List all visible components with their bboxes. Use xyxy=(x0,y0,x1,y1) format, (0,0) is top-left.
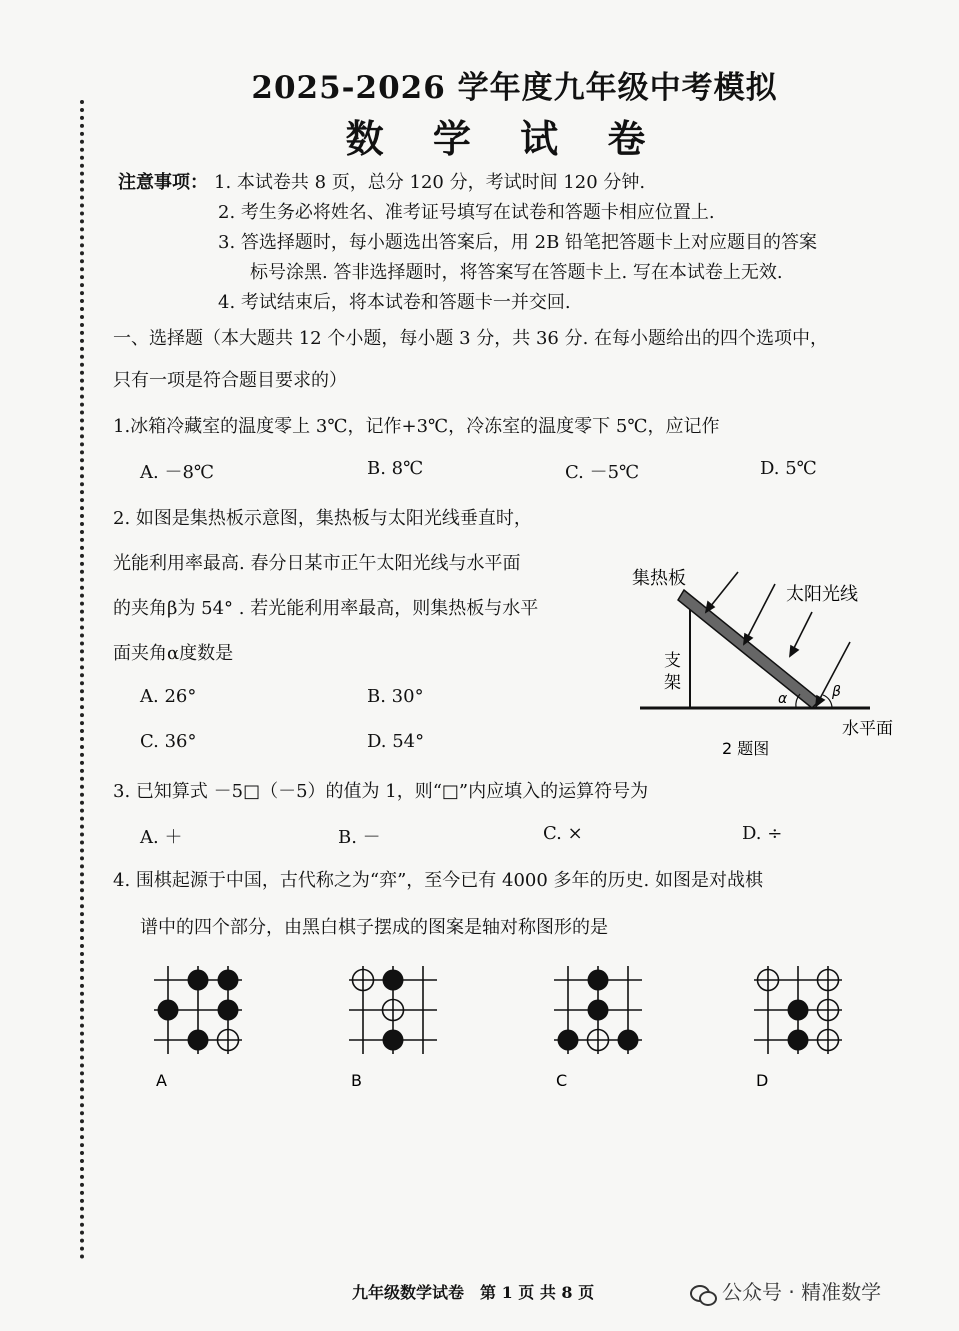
go-board-b xyxy=(335,955,455,1095)
q2-option-d: D. 54° xyxy=(367,731,425,752)
board-label: D xyxy=(756,1071,769,1090)
q3-option-d: D. ÷ xyxy=(742,823,783,844)
question-2-stem-line2: 光能利用率最高. 春分日某市正午太阳光线与水平面 xyxy=(113,553,521,574)
black-stone xyxy=(218,970,239,991)
exam-title: 2025-2026 学年度九年级中考模拟 xyxy=(251,70,778,106)
question-4-stem-line1: 4. 围棋起源于中国，古代称之为“弈”，至今已有 4000 多年的历史. 如图是对战棋 xyxy=(113,870,763,891)
subject-title: 数 学 试 卷 xyxy=(345,116,664,161)
black-stone xyxy=(788,1000,809,1021)
beta-label: β xyxy=(832,684,841,700)
section-heading: 一、选择题（本大题共 12 个小题，每小题 3 分，共 36 分. 在每小题给出的四个选项中， xyxy=(113,328,829,349)
q3-option-b: B. － xyxy=(338,827,381,848)
black-stone xyxy=(618,1030,639,1051)
question-1-stem: 1.冰箱冷藏室的温度零上 3℃，记作+3℃，冷冻室的温度零下 5℃，应记作 xyxy=(113,416,720,437)
alpha-label: α xyxy=(778,691,788,707)
sunlight-label: 太阳光线 xyxy=(786,584,858,605)
horizontal-label: 水平面 xyxy=(842,719,893,739)
figure-caption: 2 题图 xyxy=(722,739,770,758)
black-stone xyxy=(188,970,209,991)
note-item-3-cont: 标号涂黑. 答非选择题时，将答案写在答题卡上. 写在本试卷上无效. xyxy=(250,262,783,283)
black-stone xyxy=(588,1000,609,1021)
note-item-2: 2. 考生务必将姓名、准考证号填写在试卷和答题卡相应位置上. xyxy=(218,202,715,223)
note-item-4: 4. 考试结束后，将本试卷和答题卡一并交回. xyxy=(218,292,571,313)
solar-panel-figure xyxy=(620,560,930,770)
q2-option-c: C. 36° xyxy=(140,731,197,752)
board-label: B xyxy=(351,1071,362,1090)
notes-label: 注意事项： xyxy=(118,172,208,193)
q3-option-a: A. ＋ xyxy=(140,827,183,848)
support-label-2: 架 xyxy=(664,673,681,693)
black-stone xyxy=(383,970,404,991)
question-4-stem-line2: 谱中的四个部分，由黑白棋子摆成的图案是轴对称图形的是 xyxy=(140,917,608,938)
go-board-a xyxy=(140,955,260,1095)
black-stone xyxy=(158,1000,179,1021)
beta-arc xyxy=(823,695,832,708)
black-stone xyxy=(188,1030,209,1051)
binding-dotted-line xyxy=(80,100,84,1260)
support-label-1: 支 xyxy=(664,651,681,671)
q2-option-a: A. 26° xyxy=(140,686,197,707)
go-board-c xyxy=(540,955,660,1095)
q1-option-b: B. 8℃ xyxy=(367,458,424,479)
wechat-icon xyxy=(690,1283,716,1305)
q1-option-c: C. －5℃ xyxy=(565,462,640,483)
black-stone xyxy=(218,1000,239,1021)
q3-option-c: C. × xyxy=(543,823,583,844)
page-footer: 九年级数学试卷 第 1 页 共 8 页 xyxy=(352,1283,595,1302)
question-2-stem-line1: 2. 如图是集热板示意图，集热板与太阳光线垂直时， xyxy=(113,508,532,529)
note-item-1: 1. 本试卷共 8 页，总分 120 分，考试时间 120 分钟. xyxy=(214,172,646,193)
board-label: C xyxy=(556,1071,568,1090)
black-stone xyxy=(383,1030,404,1051)
collector-panel xyxy=(678,590,820,708)
black-stone xyxy=(788,1030,809,1051)
q2-option-b: B. 30° xyxy=(367,686,424,707)
section-heading-cont: 只有一项是符合题目要求的） xyxy=(113,370,347,391)
board-label: A xyxy=(156,1071,167,1090)
q1-option-a: A. －8℃ xyxy=(140,462,215,483)
black-stone xyxy=(558,1030,579,1051)
question-3-stem: 3. 已知算式 －5□（－5）的值为 1，则“□”内应填入的运算符号为 xyxy=(113,781,649,802)
q1-option-d: D. 5℃ xyxy=(760,458,817,479)
question-2-stem-line4: 面夹角α度数是 xyxy=(113,643,234,664)
black-stone xyxy=(588,970,609,991)
watermark xyxy=(690,1276,881,1305)
note-item-3: 3. 答选择题时，每小题选出答案后，用 2B 铅笔把答题卡上对应题目的答案 xyxy=(218,232,818,253)
watermark-text: 公众号 · 精准数学 xyxy=(722,1280,882,1304)
question-2-stem-line3: 的夹角β为 54° . 若光能利用率最高，则集热板与水平 xyxy=(113,598,539,619)
go-board-d xyxy=(740,955,860,1095)
panel-label: 集热板 xyxy=(632,568,686,589)
